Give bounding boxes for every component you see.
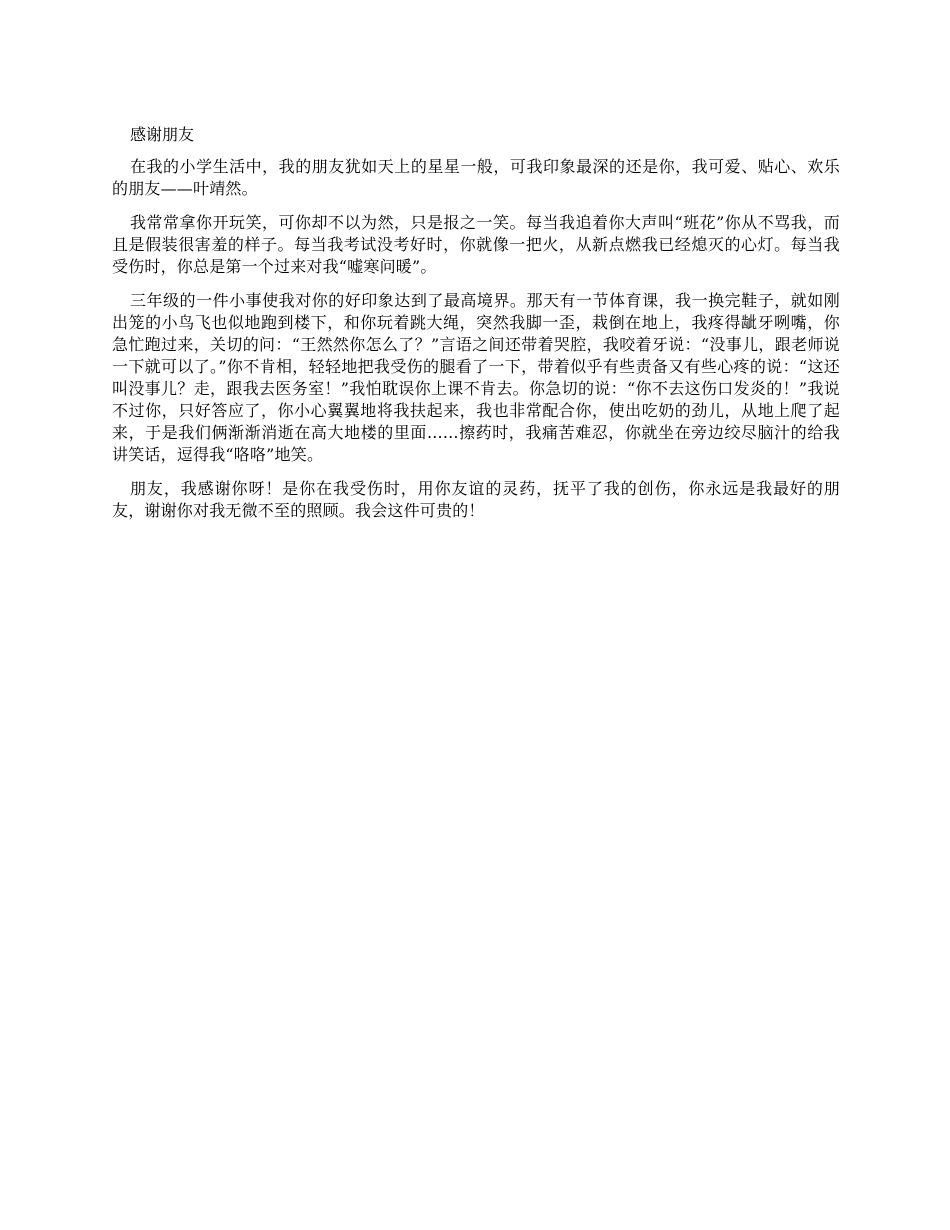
document-page	[112, 124, 840, 534]
paragraph-thanks: 朋友，我感谢你呀！是你在我受伤时，用你友谊的灵药，抚平了我的创伤，你永远是我最好的朋友，谢谢你对我无微不至的照顾。我会这件可贵的！	[112, 479, 840, 520]
paragraph-intro: 在我的小学生活中，我的朋友犹如天上的星星一般，可我印象最深的还是你，我可爱、贴心、欢乐的朋友——叶靖然。	[112, 157, 840, 198]
paragraph-story: 三年级的一件小事使我对你的好印象达到了最高境界。那天有一节体育课，我一换完鞋子，就如刚出笼的小鸟飞也似地跑到楼下，和你玩着跳大绳，突然我脚一歪，栽倒在地上，我疼得龇牙咧嘴，你急忙跑过来，关切的问：“王然然你怎么了？”言语之间还带着哭腔，我咬着牙说：“没事儿，跟老师说一下就可以了。”你不肯相，轻轻地把我受伤的腿看了一下，带着似乎有些责备又有些心疼的说：“这还叫没事儿？走，跟我去医务室！”我怕耽误你上课不肯去。你急切的说：“你不去这伤口发炎的！”我说不过你，只好答应了，你小心翼翼地将我扶起来，我也非常配合你，使出吃奶的劲儿，从地上爬了起来，于是我们俩渐渐消逝在高大地楼的里面......擦药时，我痛苦难忍，你就坐在旁边绞尽脑汁的给我讲笑话，逗得我“咯咯”地笑。	[112, 291, 840, 464]
paragraph-teasing: 我常常拿你开玩笑，可你却不以为然，只是报之一笑。每当我追着你大声叫“班花”你从不骂我，而且是假装很害羞的样子。每当我考试没考好时，你就像一把火，从新点燃我已经熄灭的心灯。每当我受伤时，你总是第一个过来对我“嘘寒问暖”。	[112, 213, 840, 276]
document-title: 感谢朋友	[130, 125, 195, 144]
